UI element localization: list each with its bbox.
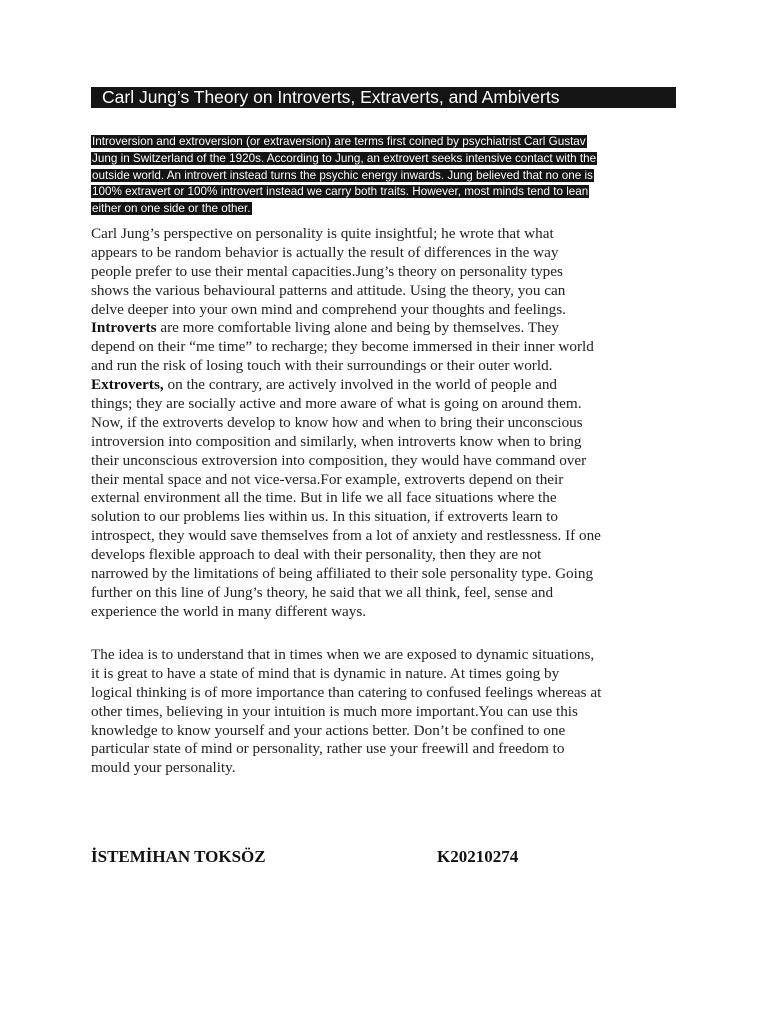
intro-line	[91, 184, 681, 201]
paragraph-line: introspect, they would save themselves from a lot of anxiety and restlessness. If one	[91, 527, 601, 545]
extroverts-term: Extroverts,	[91, 376, 164, 394]
intro-line-text: Jung in Switzerland of the 1920s. According to Jung, an extrovert seeks intensive contact with the	[92, 151, 597, 165]
paragraph-line: experience the world in many different ways.	[91, 602, 367, 620]
paragraph-line: introversion into composition and similarly, when introverts know when to bring	[91, 432, 582, 450]
paragraph-line: develops flexible approach to deal with their personality, then they are not	[91, 546, 542, 564]
intro-line-text: either on one side or the other.	[92, 202, 251, 216]
author-name: İSTEMİHAN TOKSÖZ	[91, 847, 266, 866]
paragraph-line: things; they are socially active and more aware of what is going on around them.	[91, 395, 582, 413]
paragraph-line: their mental space and not vice-versa.For example, extroverts depend on their	[91, 470, 564, 488]
paragraph-line: depend on their “me time” to recharge; they become immersed in their inner world	[91, 338, 594, 356]
paragraph-line: mould your personality.	[91, 759, 236, 777]
paragraph-line-text: are more comfortable living alone and being by themselves. They	[156, 319, 560, 337]
paragraph-line: it is great to have a state of mind that is dynamic in nature. At times going by	[91, 664, 560, 682]
paragraph-line: external environment all the time. But in life we all face situations where the	[91, 489, 557, 507]
document-title	[91, 87, 676, 108]
paragraph-line: other times, believing in your intuition is much more important.You can use this	[91, 702, 578, 720]
intro-line-text: outside world. An introvert instead turns the psychic energy inwards. Jung believed that no one is	[92, 168, 593, 182]
paragraph-line: The idea is to understand that in times when we are exposed to dynamic situations,	[91, 646, 595, 663]
intro-line	[91, 201, 681, 218]
paragraph-line: shows the various behavioural patterns and attitude. Using the theory, you can	[91, 281, 566, 299]
paragraph-line: appears to be random behavior is actually the result of differences in the way	[91, 243, 559, 261]
paragraph-line: narrowed by the limitations of being affiliated to their sole personality type. Going	[91, 565, 594, 583]
body-paragraph-jung-perspective	[91, 225, 691, 622]
paragraph-line: particular state of mind or personality, rather use your freewill and freedom to	[91, 740, 565, 758]
paragraph-line: further on this line of Jung’s theory, he said that we all think, feel, sense and	[91, 583, 554, 601]
document-title-text: Carl Jung’s Theory on Introverts, Extraverts, and Ambiverts	[102, 87, 560, 107]
paragraph-line: Carl Jung’s perspective on personality is quite insightful; he wrote that what	[91, 225, 554, 242]
paragraph-line: and run the risk of losing touch with their surroundings or their outer world.	[91, 357, 553, 375]
body-paragraph-dynamic-mind	[91, 646, 691, 778]
intro-line-text: Introversion and extroversion (or extraversion) are terms first coined by psychiatrist Carl Gustav	[92, 135, 586, 148]
intro-line	[91, 151, 681, 168]
paragraph-line: delve deeper into your own mind and comprehend your thoughts and feelings.	[91, 300, 566, 318]
paragraph-line: people prefer to use their mental capacities.Jung’s theory on personality types	[91, 262, 563, 280]
intro-line-text: 100% extravert or 100% introvert instead we carry both traits. However, most minds tend to lean	[92, 185, 589, 199]
intro-line	[91, 134, 681, 151]
student-id: K20210274	[437, 847, 519, 866]
introverts-term: Introverts	[91, 319, 157, 337]
intro-line	[91, 168, 681, 185]
paragraph-line: Now, if the extroverts develop to know how and when to bring their unconscious	[91, 413, 583, 431]
intro-highlighted-paragraph	[91, 134, 681, 218]
paragraph-line: their unconscious extroversion into composition, they would have command over	[91, 451, 587, 469]
paragraph-line	[91, 319, 691, 338]
paragraph-line: logical thinking is of more importance than catering to confused feelings whereas at	[91, 683, 602, 701]
paragraph-line-text: on the contrary, are actively involved in the world of people and	[163, 376, 558, 394]
paragraph-line: solution to our problems lies within us. In this situation, if extroverts learn to	[91, 508, 558, 526]
paragraph-line: knowledge to know yourself and your actions better. Don’t be confined to one	[91, 721, 566, 739]
paragraph-line	[91, 376, 691, 395]
